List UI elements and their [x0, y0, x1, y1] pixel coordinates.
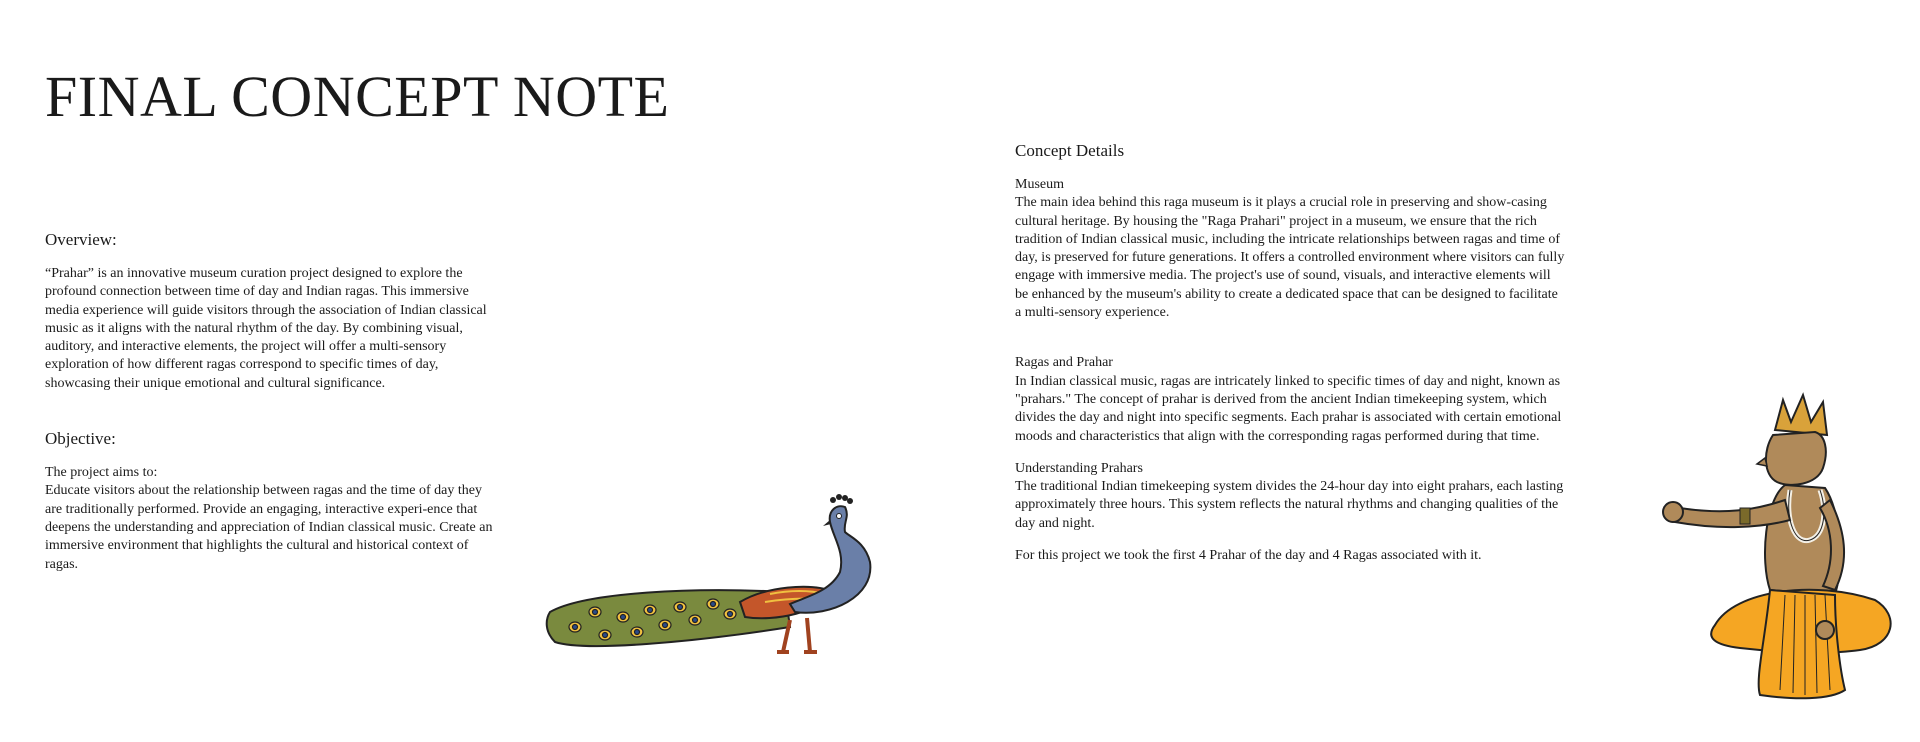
museum-heading: Museum	[1015, 177, 1064, 192]
prahars-heading: Understanding Prahars	[1015, 460, 1143, 476]
overview-body: “Prahar” is an innovative museum curation project designed to explore the profound connection between time of day and Indian ragas. This immersive media experience will guide visitors through the association of Indian classical music as it aligns with the natural rhythm of the day. By combining visual, auditory, and interactive elements, the project will offer a multi-sensory exploration of how different ragas correspond to specific times of day, showcasing their unique emotional and cultural significance.	[45, 266, 487, 391]
objective-heading: Objective:	[45, 429, 116, 449]
ragas-heading: Ragas and Prahar	[1015, 355, 1113, 371]
right-column	[1015, 140, 1565, 565]
peacock-illustration	[545, 492, 890, 662]
seated-king-illustration	[1645, 390, 1900, 705]
closing-note: For this project we took the first 4 Prahar of the day and 4 Ragas associated with it.	[1015, 548, 1482, 564]
objective-intro: The project aims to:	[45, 465, 158, 481]
museum-body: The main idea behind this raga museum is it plays a crucial role in preserving and show-casing cultural heritage. By housing the "Raga Prahari" project in a museum, we ensure that the rich tradition of Indian classical music, including the intricate relationships between ragas and time of day, is preserved for future generations. It offers a controlled environment where visitors can fully engage with immersive media. The project's use of sound, visuals, and interactive elements will be enhanced by the museum's ability to create a dedicated space that can be designed to facilitate a multi-sensory experience.	[1015, 195, 1565, 321]
left-column	[45, 229, 500, 574]
objective-body: Educate visitors about the relationship between ragas and the time of day they are traditionally performed. Provide an engaging, interactive experi-ence that deepens the understanding and appreciation of Indian classical music. Create an immersive environment that highlights the cultural and historical context of ragas.	[45, 483, 493, 572]
page-title: FINAL CONCEPT NOTE	[45, 64, 670, 129]
prahars-body: The traditional Indian timekeeping system divides the 24-hour day into eight prahars, each lasting approximately three hours. This system reflects the natural rhythms and changing qualities of the day and night.	[1015, 479, 1564, 531]
overview-heading: Overview:	[45, 230, 117, 249]
concept-heading: Concept Details	[1015, 141, 1125, 160]
ragas-body: In Indian classical music, ragas are intricately linked to specific times of day and night, known as "prahars." The concept of prahar is derived from the ancient Indian timekeeping system, which divides the day and night into specific segments. Each prahar is associated with certain emotional moods and characteristics that align with the corresponding ragas performed during that time.	[1015, 373, 1562, 444]
